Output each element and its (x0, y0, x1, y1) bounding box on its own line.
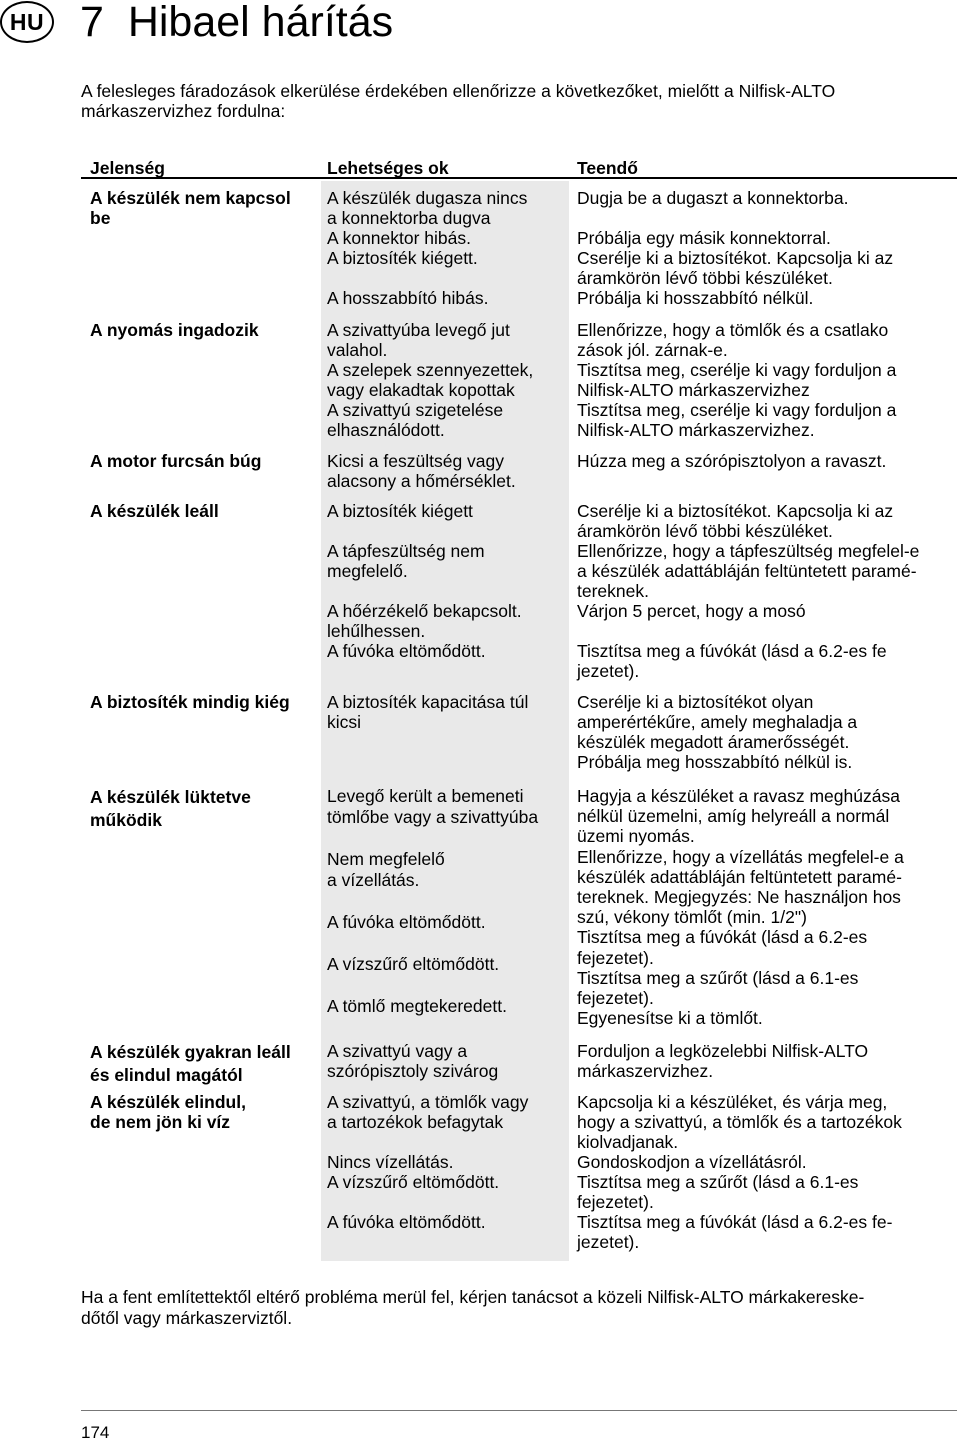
cause-text-line: A biztosíték kapacitása túl (327, 692, 529, 712)
cause-text-line: A szivattyú szigetelése (327, 400, 504, 420)
action-text-line: Tisztítsa meg a szűrőt (lásd a 6.1-es (577, 1172, 859, 1192)
cause-text-line: A konnektor hibás. (327, 228, 471, 248)
footer-rule (81, 1410, 957, 1411)
action-text-line: üzemi nyomás. (577, 826, 695, 847)
page-title (80, 0, 393, 48)
action-text-line: szú, vékony tömlőt (min. 1/2") (577, 907, 807, 928)
cause-text-line: A tömlő megtekeredett. (327, 996, 507, 1016)
action-text-line: Tisztítsa meg a fúvókát (lásd a 6.2-es (577, 927, 868, 948)
symptom-text-line: A motor furcsán búg (90, 451, 262, 471)
action-text-line: Hagyja a készüléket a ravasz meghúzása (577, 786, 900, 806)
cause-text-line: elhasználódott. (327, 420, 445, 440)
symptom-text-line: A készülék elindul, (90, 1092, 246, 1112)
cause-text-line: A készülék dugasza nincs (327, 188, 528, 208)
action-text-line: jezetet). (577, 661, 640, 681)
symptom-text-line: A készülék gyakran leáll (90, 1042, 291, 1062)
action-text-line: Kapcsolja ki a készüléket, és várja meg, (577, 1092, 888, 1112)
action-text-line: Tisztítsa meg, cserélje ki vagy forduljon a (577, 360, 897, 380)
action-text-line: áramkörön lévő többi készüléket. (577, 268, 833, 288)
cause-text-line: tömlőbe vagy a szivattyúba (327, 807, 539, 827)
symptom-text-line: működik (90, 809, 162, 830)
symptom-text-line: A biztosíték mindig kiég (90, 692, 290, 712)
cause-text-line: a tartozékok befagytak (327, 1112, 504, 1132)
action-text-line: kiolvadjanak. (577, 1132, 679, 1152)
cause-text-line: A szivattyú, a tömlők vagy (327, 1092, 529, 1112)
page-number: 174 (81, 1423, 110, 1442)
action-text-line: tereknek. Megjegyzés: Ne használjon hos (577, 887, 901, 907)
cause-text-line: A fúvóka eltömődött. (327, 1212, 486, 1232)
action-text-line: áramkörön lévő többi készüléket. (577, 521, 833, 541)
action-text-line: Próbálja egy másik konnektorral. (577, 228, 831, 248)
action-text-line: Várjon 5 percet, hogy a mosó (577, 601, 806, 621)
action-text-line: nélkül üzemelni, amíg helyreáll a normál (577, 806, 890, 827)
cause-text-line: alacsony a hőmérséklet. (327, 471, 516, 491)
chapter-title: Hibael hárítás (127, 0, 394, 46)
footer-note (81, 1287, 951, 1329)
action-text-line: zások jól. zárnak-e. (577, 340, 728, 360)
action-text-line: Cserélje ki a biztosítékot olyan (577, 692, 814, 712)
action-text-line: hogy a szivattyú, a tömlők és a tartozékok (577, 1112, 902, 1132)
action-text-line: Ellenőrizze, hogy a tápfeszültség megfelel-e (577, 541, 920, 561)
action-text-line: tereknek. (577, 581, 649, 601)
cause-text-line: A vízszűrő eltömődött. (327, 954, 500, 974)
action-text-line: amperértékűre, amely meghaladja a (577, 712, 858, 732)
language-badge: HU (0, 1, 54, 43)
action-text-line: Cserélje ki a biztosítékot. Kapcsolja ki az (577, 501, 894, 521)
cause-text-line: lehűlhessen. (327, 621, 426, 641)
cause-text-line: A fúvóka eltömődött. (327, 641, 486, 661)
action-text-line: Tisztítsa meg a fúvókát (lásd a 6.2-es fe (577, 641, 887, 661)
intro-line: márkaszervizhez fordulna: (81, 101, 286, 121)
cause-text-line: vagy elakadtak kopottak (327, 380, 515, 400)
footer-note-line: Ha a fent említettektől eltérő probléma merül fel, kérjen tanácsot a közeli Nilfisk-ALTO márkakereske- (81, 1287, 865, 1307)
cause-text-line: Levegő került a bemeneti (327, 786, 524, 806)
action-text-line: Tisztítsa meg a fúvókát (lásd a 6.2-es fe- (577, 1212, 893, 1232)
chapter-number: 7 (80, 0, 104, 46)
cause-text-line: a vízellátás. (327, 870, 420, 890)
cause-text-line: A biztosíték kiégett (327, 501, 473, 521)
action-text-line: márkaszervizhez. (577, 1061, 714, 1081)
symptom-text-line: és elindul magától (90, 1064, 243, 1085)
cause-text-line: a konnektorba dugva (327, 208, 491, 228)
action-text-line: Próbálja meg hosszabbító nélkül is. (577, 752, 853, 772)
table-header (81, 157, 957, 179)
column-header-symptom: Jelenség (90, 158, 165, 178)
cause-text-line: A szivattyú vagy a (327, 1041, 468, 1061)
action-text-line: Húzza meg a szórópisztolyon a ravaszt. (577, 451, 887, 471)
cause-text-line: A tápfeszültség nem (327, 541, 485, 561)
symptom-text-line: A készülék lüktetve (90, 787, 251, 807)
action-text-line: fejezetet). (577, 1192, 654, 1212)
action-text-line: Nilfisk-ALTO márkaszervizhez (577, 380, 810, 400)
action-text-line: készülék megadott áramerősségét. (577, 732, 850, 752)
action-text-line: Ellenőrizze, hogy a tömlők és a csatlako (577, 320, 889, 340)
cause-text-line: valahol. (327, 340, 388, 360)
action-text-line: Gondoskodjon a vízellátásról. (577, 1152, 807, 1172)
action-text-line: jezetet). (577, 1232, 640, 1252)
cause-text-line: A biztosíték kiégett. (327, 248, 478, 268)
cause-text-line: A hőérzékelő bekapcsolt. (327, 601, 522, 621)
cause-text-line: A szivattyúba levegő jut (327, 320, 510, 340)
action-text-line: Dugja be a dugaszt a konnektorba. (577, 188, 849, 208)
symptom-text-line: de nem jön ki víz (90, 1112, 231, 1132)
cause-text-line: Nem megfelelő (327, 849, 445, 869)
intro-paragraph (81, 81, 941, 121)
action-text-line: Tisztítsa meg a szűrőt (lásd a 6.1-es (577, 967, 859, 988)
symptom-text-line: A készülék leáll (90, 501, 219, 521)
symptom-text-line: A nyomás ingadozik (90, 320, 259, 340)
cause-text-line: Kicsi a feszültség vagy (327, 451, 505, 471)
column-header-action: Teendő (577, 158, 638, 178)
symptom-text-line: be (90, 208, 111, 228)
footer-note-line: dőtől vagy márkaszerviztől. (81, 1308, 293, 1328)
intro-line: A felesleges fáradozások elkerülése érdekében ellenőrizze a következőket, mielőtt a Nilfisk-ALTO (81, 81, 836, 101)
action-text-line: Próbálja ki hosszabbító nélkül. (577, 288, 814, 308)
action-text-line: a készülék adattábláján feltüntetett paramé- (577, 561, 917, 581)
cause-text-line: Nincs vízellátás. (327, 1152, 454, 1172)
action-text-line: Ellenőrizze, hogy a vízellátás megfelel-e a (577, 846, 904, 867)
cause-text-line: szórópisztoly szivárog (327, 1061, 499, 1081)
action-text-line: Nilfisk-ALTO márkaszervizhez. (577, 420, 815, 440)
action-text-line: Forduljon a legközelebbi Nilfisk-ALTO (577, 1041, 869, 1061)
action-text-line: fejezetet). (577, 947, 654, 968)
action-text-line: Tisztítsa meg, cserélje ki vagy forduljon a (577, 400, 897, 420)
action-text-line: készülék adattábláján feltüntetett paramé- (577, 866, 902, 887)
cause-text-line: A szelepek szennyezettek, (327, 360, 534, 380)
column-header-cause: Lehetséges ok (327, 158, 449, 178)
cause-text-line: A vízszűrő eltömődött. (327, 1172, 500, 1192)
cause-text-line: A hosszabbító hibás. (327, 288, 489, 308)
cause-text-line: kicsi (327, 712, 362, 732)
action-text-line: Cserélje ki a biztosítékot. Kapcsolja ki az (577, 248, 894, 268)
action-text-line: fejezetet). (577, 988, 654, 1008)
cause-text-line: megfelelő. (327, 561, 408, 581)
cause-text-line: A fúvóka eltömődött. (327, 912, 486, 932)
action-text-line: Egyenesítse ki a tömlőt. (577, 1008, 763, 1029)
symptom-text-line: A készülék nem kapcsol (90, 188, 291, 208)
